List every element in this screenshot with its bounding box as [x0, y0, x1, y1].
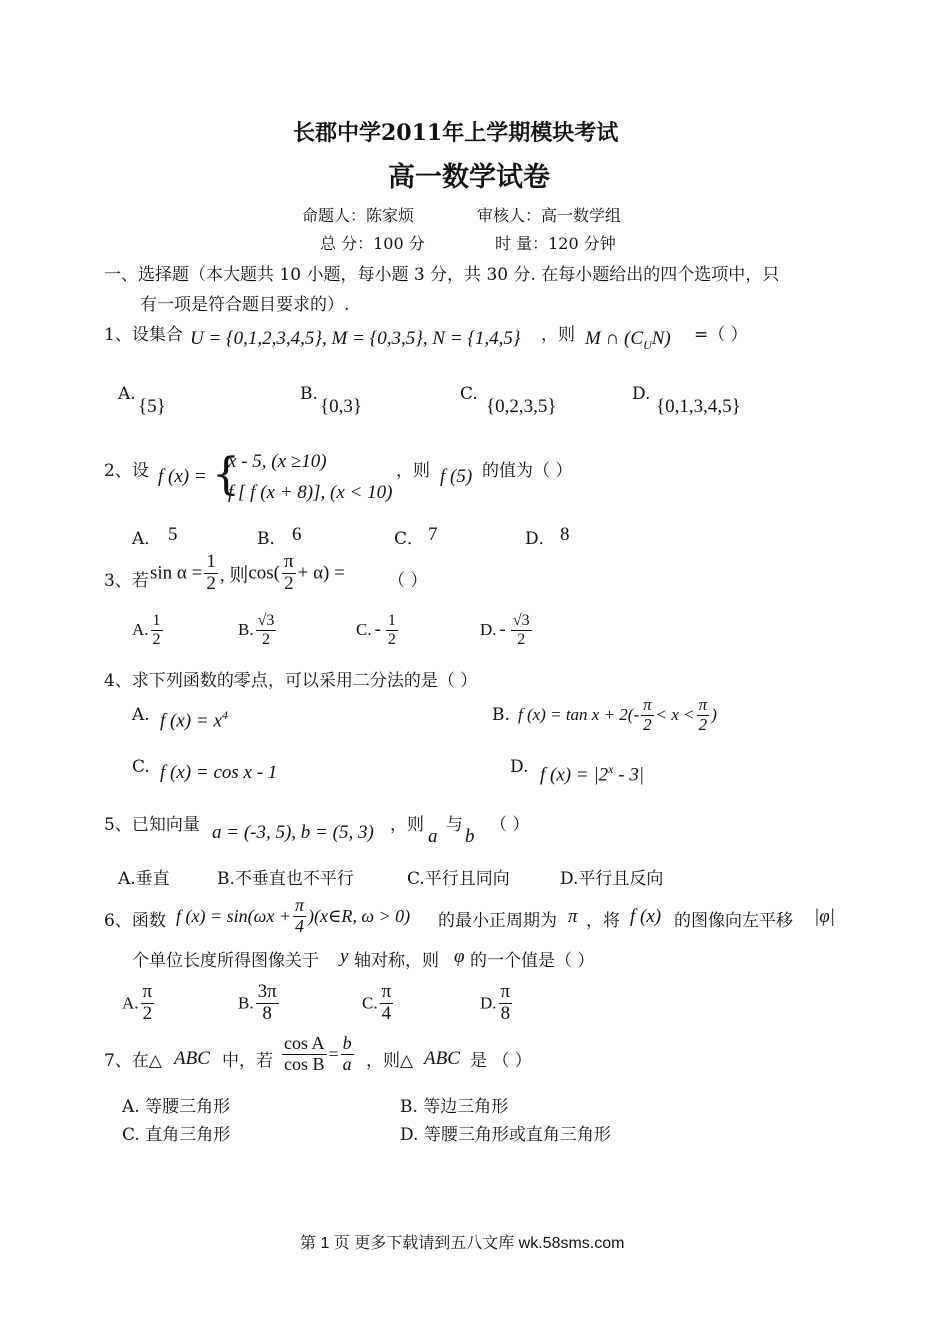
q3-option-c-sign: - — [374, 619, 381, 641]
q5-vector-a: a — [428, 826, 438, 847]
score-text: 总 分：100 分 — [320, 234, 425, 253]
q6-function-main: f (x) = sin(ωx + — [176, 905, 291, 926]
q3-sin-expr — [150, 552, 345, 595]
q1-expr-sub: U — [643, 337, 652, 352]
q2-then: ，则 — [396, 461, 430, 481]
q7-a: a — [342, 1053, 352, 1074]
q6-option-d-label: D. — [480, 993, 497, 1013]
q3-half — [204, 552, 218, 595]
q6-text3: 的图像向左平移 — [674, 911, 793, 931]
q3-option-d-label: D. — [480, 620, 497, 640]
q1-option-c-label: C. — [460, 384, 478, 404]
q5-vectors: a = (-3, 5), b = (5, 3) — [212, 822, 374, 843]
q7-zhong: 中，若 — [222, 1051, 273, 1071]
q7-cosA: cos A — [284, 1033, 325, 1053]
q5-option-c: C.平行且同向 — [407, 869, 510, 889]
q4-option-b-main: f (x) = tan x + 2(- — [518, 705, 640, 725]
q3-option-a-frac — [151, 612, 163, 648]
q1-option-a-label: A. — [118, 384, 136, 404]
q6-option-c-label: C. — [362, 993, 378, 1013]
q7-option-d: D. 等腰三角形或直角三角形 — [400, 1125, 611, 1145]
q2-fx: f (x) = — [158, 466, 207, 487]
q4-option-a-base: f (x) = x — [160, 710, 222, 732]
q6-pi: π — [568, 906, 578, 927]
q6-option-c-num: π — [381, 981, 392, 1002]
q4-option-b-mid: < x < — [655, 705, 695, 725]
q3-option-a — [132, 612, 165, 648]
q3-option-b — [238, 612, 278, 648]
q4-option-d-expr — [540, 762, 644, 786]
q4-option-b-two2: 2 — [698, 714, 708, 734]
q2-option-d-label: D． — [525, 529, 556, 549]
q2-f5: f (5) — [440, 466, 473, 487]
q4-option-d-exp: x — [608, 762, 614, 776]
q3-option-d-sign: - — [499, 619, 506, 641]
q7-ratio — [280, 1034, 356, 1075]
q1-expr — [585, 328, 671, 353]
q6-phi-abs: |φ| — [814, 906, 835, 927]
q6-option-b-label: B. — [238, 993, 254, 1013]
q3-blank: （ ） — [388, 571, 428, 591]
q7-abc: ABC — [174, 1048, 210, 1069]
q7-option-a: A. 等腰三角形 — [122, 1097, 231, 1117]
q3-half-num: 1 — [206, 551, 216, 572]
q4-option-b-close: ) — [711, 705, 717, 725]
q4-option-b-label: B. — [492, 705, 510, 725]
q3-option-d-frac — [511, 612, 532, 648]
q3-option-b-frac — [256, 612, 277, 648]
q3-half-den: 2 — [206, 572, 216, 594]
q7-eq: = — [328, 1043, 339, 1064]
q6-phi: φ — [454, 946, 465, 967]
q2-case1: x - 5, (x ≥10) — [228, 451, 327, 472]
q3-option-c-num: 1 — [387, 612, 396, 629]
q6-option-d-num: π — [500, 981, 511, 1002]
q6-fx: f (x) — [630, 906, 662, 927]
q6-option-a-num: π — [142, 981, 153, 1002]
q2-option-a-value: 5 — [168, 524, 178, 545]
q1-option-a-value: {5} — [138, 396, 166, 417]
q6-option-a — [122, 982, 156, 1025]
q2-option-b-label: B． — [257, 529, 287, 549]
q6-function-frac — [293, 896, 306, 937]
q5-prefix: 5、已知向量 — [104, 815, 200, 835]
q1-blank: =（ ） — [694, 325, 748, 345]
q7-b: b — [342, 1033, 352, 1053]
q1-option-d-label: D. — [632, 384, 651, 404]
q7-option-b: B. 等边三角形 — [400, 1097, 509, 1117]
q3-pi: π — [284, 551, 294, 572]
q3-option-c-frac — [386, 612, 398, 648]
q6-line2b: 轴对称，则 — [354, 951, 439, 971]
q7-tail: 是 （ ） — [470, 1051, 532, 1071]
q7-prefix: 7、在△ — [104, 1051, 162, 1071]
q4-option-a-label: A. — [132, 705, 150, 725]
q7-cos-frac — [282, 1034, 327, 1075]
q4-option-c-expr: f (x) = cos x - 1 — [160, 762, 278, 783]
q5-option-b: B.不垂直也不平行 — [217, 869, 354, 889]
q6-text1: 的最小正周期为 — [438, 911, 557, 931]
q4-option-b-frac1 — [641, 696, 654, 734]
q4-option-d-label: D. — [510, 757, 529, 777]
q6-function-pi: π — [294, 895, 305, 915]
page-footer: 第 1 页 更多下载请到五八文库 wk.58sms.com — [300, 1235, 625, 1252]
q2-tail: 的值为（ ） — [482, 461, 573, 481]
q5-then: ，则 — [390, 815, 424, 835]
q7-cosB: cos B — [284, 1053, 325, 1074]
q6-option-a-label: A. — [122, 993, 139, 1013]
q6-option-d-den: 8 — [500, 1002, 511, 1024]
q6-line2a: 个单位长度所得图像关于 — [132, 951, 319, 971]
q2-option-b-value: 6 — [292, 524, 302, 545]
q6-option-b-frac — [256, 982, 279, 1025]
q3-option-c — [356, 612, 400, 648]
q3-cos-tail: + α) = — [297, 562, 345, 584]
q4-option-a-expr — [160, 708, 228, 732]
q2-option-a-label: A． — [132, 529, 162, 549]
q3-prefix: 3、若 — [104, 571, 149, 591]
q3-pi-half — [282, 552, 296, 595]
q4-option-b-expr — [518, 696, 717, 734]
q3-option-b-num: √3 — [257, 612, 275, 629]
q1-expr-main: M ∩ (C — [585, 328, 644, 349]
q6-function-tail: )(x∈R, ω > 0) — [308, 905, 411, 926]
q4-option-b-pi2: π — [698, 695, 708, 714]
q1-option-c-value: {0,2,3,5} — [486, 396, 557, 417]
q5-option-a: A.垂直 — [118, 869, 170, 889]
q6-option-c-den: 4 — [381, 1002, 392, 1024]
q7-then: ，则△ — [366, 1051, 414, 1071]
q3-option-b-den: 2 — [261, 630, 270, 648]
q1-option-d-value: {0,1,3,4,5} — [656, 396, 741, 417]
q6-option-c — [362, 982, 395, 1025]
section-instructions-line1: 一、选择题（本大题共 10 小题，每小题 3 分，共 30 分. 在每小题给出的四个选项中，只 — [104, 265, 780, 285]
q2-option-c-value: 7 — [428, 524, 438, 545]
q6-y: y — [340, 946, 349, 967]
q6-option-d — [480, 982, 514, 1025]
q4-option-d-tail: - 3| — [613, 764, 645, 786]
q4-option-b-pi1: π — [643, 695, 652, 714]
q3-then: , 则 — [219, 564, 249, 586]
q3-option-a-den: 2 — [152, 630, 161, 648]
q3-option-d-den: 2 — [517, 630, 526, 648]
q7-ba-frac — [341, 1034, 354, 1075]
q4-stem: 4、求下列函数的零点，可以采用二分法的是（ ） — [104, 671, 478, 691]
reviewer-text: 审核人：高一数学组 — [477, 206, 622, 225]
q3-option-d — [480, 612, 534, 648]
q6-line2c: 的一个值是（ ） — [470, 951, 595, 971]
q3-option-b-label: B. — [238, 620, 254, 640]
paper-title: 高一数学试卷 — [388, 162, 550, 193]
q2-prefix: 2、设 — [104, 461, 149, 481]
q4-option-c-label: C. — [132, 757, 150, 777]
q4-option-a-exp: 4 — [221, 708, 228, 722]
q6-prefix: 6、函数 — [104, 911, 166, 931]
exam-title: 长郡中学2011年上学期模块考试 — [293, 120, 619, 146]
q6-option-b-num: 3π — [257, 981, 277, 1002]
q3-two: 2 — [284, 572, 294, 594]
q1-option-b-value: {0,3} — [320, 396, 362, 417]
q1-then: ，则 — [541, 325, 575, 345]
section-instructions-line2: 有一项是符合题目要求的）. — [140, 295, 350, 315]
q1-expr-tail: N) — [651, 328, 671, 349]
q3-option-d-num: √3 — [512, 612, 530, 629]
q2-option-d-value: 8 — [560, 524, 570, 545]
q3-option-a-num: 1 — [152, 612, 161, 629]
q3-cos: cos( — [248, 562, 281, 584]
q4-option-b-two1: 2 — [643, 714, 652, 734]
author-text: 命题人：陈家烦 — [302, 206, 415, 225]
q3-option-c-label: C. — [356, 620, 372, 640]
q6-function — [176, 896, 410, 937]
q4-option-d-main: f (x) = |2 — [540, 764, 609, 786]
q2-brace: { — [212, 449, 240, 500]
q6-option-b-den: 8 — [262, 1002, 272, 1024]
q1-prefix: 1、设集合 — [104, 325, 183, 345]
q6-option-b — [238, 982, 281, 1025]
q3-option-a-label: A. — [132, 620, 149, 640]
q5-option-d: D.平行且反向 — [560, 869, 664, 889]
q1-sets: U = {0,1,2,3,4,5}, M = {0,3,5}, N = {1,4,5} — [190, 328, 521, 349]
q6-option-a-den: 2 — [142, 1002, 153, 1024]
q6-function-four: 4 — [295, 915, 304, 936]
q4-option-b-frac2 — [697, 696, 710, 734]
q7-option-c: C. 直角三角形 — [122, 1125, 231, 1145]
q3-sin: sin α = — [150, 562, 203, 584]
q5-blank: （ ） — [490, 815, 530, 835]
q6-option-a-frac — [141, 982, 155, 1025]
q5-yu: 与 — [446, 815, 463, 835]
q5-vector-b: b — [465, 826, 475, 847]
q1-option-b-label: B. — [300, 384, 318, 404]
q6-option-d-frac — [499, 982, 513, 1025]
q2-case2: f [ f (x + 8)], (x < 10) — [228, 482, 393, 503]
q2-option-c-label: C． — [394, 529, 425, 549]
q6-option-c-frac — [380, 982, 394, 1025]
time-text: 时 量：120 分钟 — [495, 234, 616, 253]
q7-abc2: ABC — [424, 1048, 460, 1069]
q3-option-c-den: 2 — [387, 630, 396, 648]
q6-text2: ，将 — [586, 911, 620, 931]
